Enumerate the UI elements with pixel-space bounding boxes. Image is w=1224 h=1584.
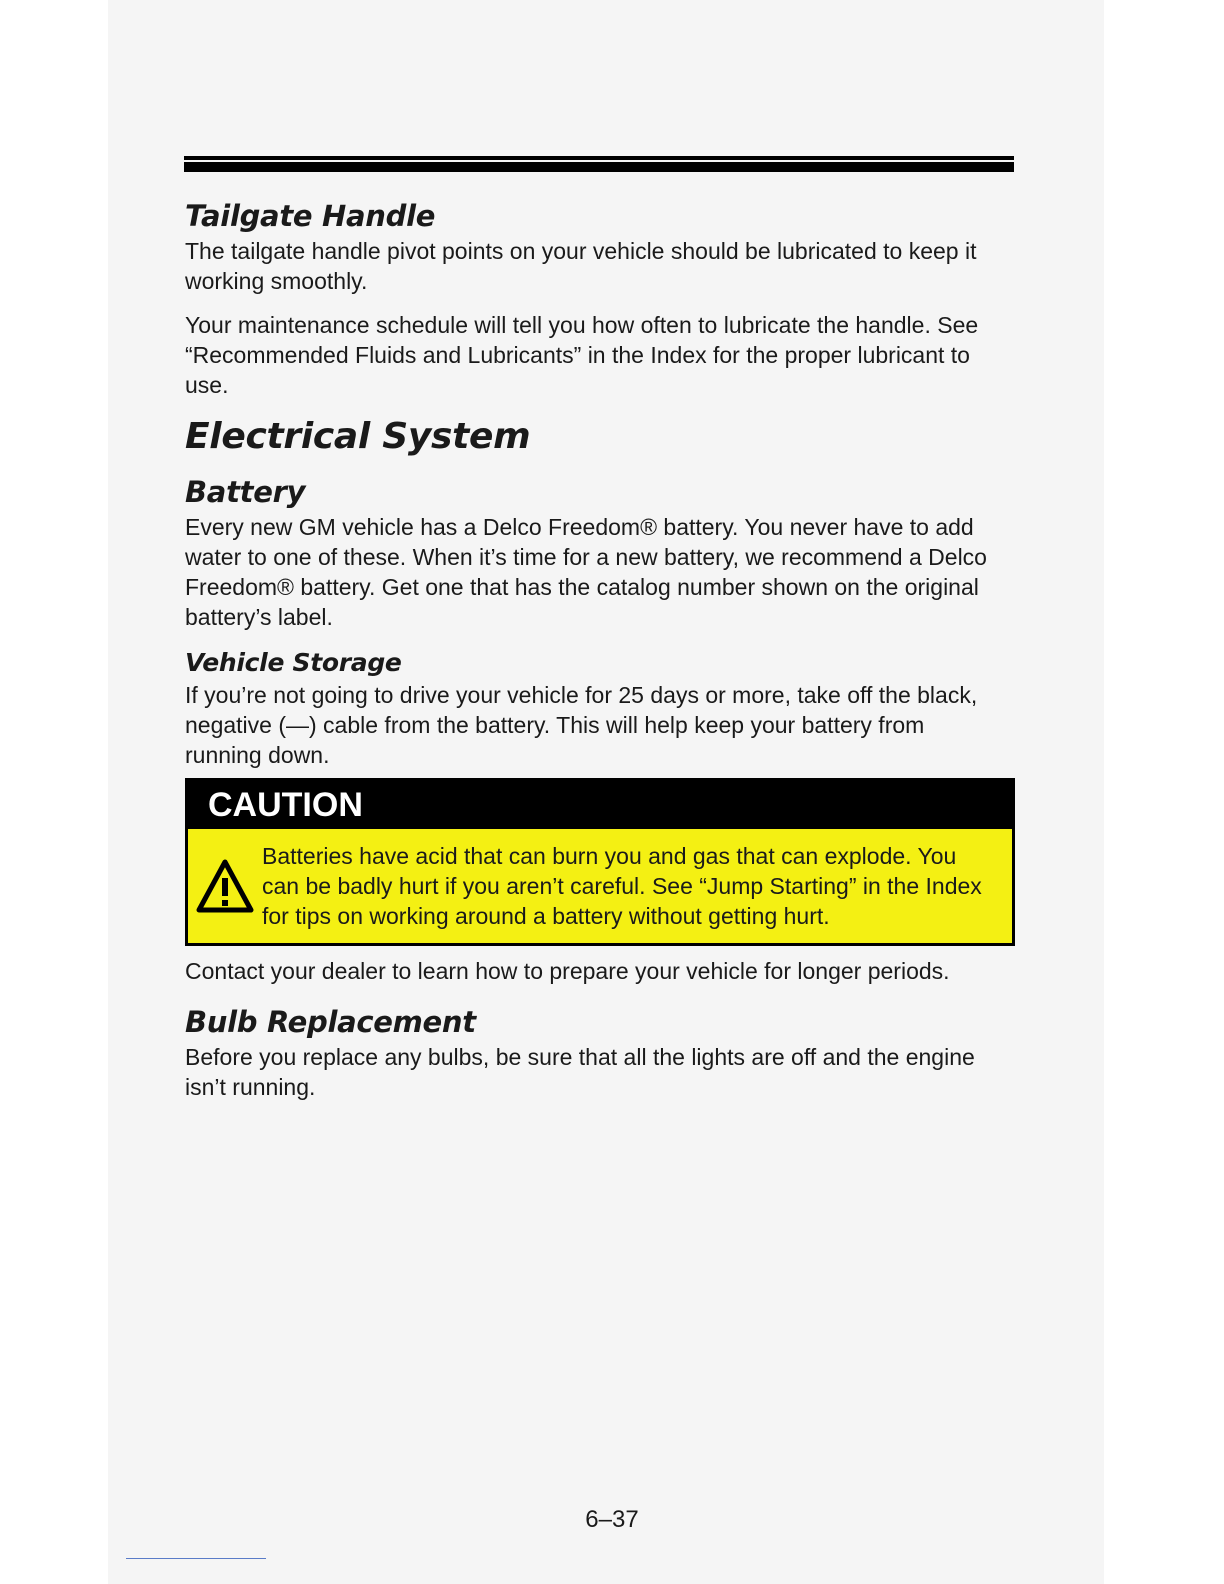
storage-paragraph-2: Contact your dealer to learn how to prepare your vehicle for longer periods.: [185, 958, 950, 984]
heading-bulb-replacement: Bulb Replacement: [185, 1005, 476, 1039]
footer-link-line: [126, 1558, 266, 1559]
heading-vehicle-storage: Vehicle Storage: [185, 648, 402, 677]
caution-body: [188, 829, 1012, 943]
page-content: [185, 196, 1015, 1116]
caution-box: [185, 778, 1015, 946]
caution-text: Batteries have acid that can burn you and gas that can explode. You can be badly hurt if you aren’t careful. See “Jump Starting” in the Index for tips on working around a battery without getting hurt.: [262, 843, 982, 929]
heading-battery: Battery: [185, 475, 306, 509]
page-number: 6–37: [585, 1506, 639, 1533]
bulb-paragraph: Before you replace any bulbs, be sure that all the lights are off and the engine isn’t running.: [185, 1044, 975, 1100]
battery-paragraph: Every new GM vehicle has a Delco Freedom® battery. You never have to add water to one of these. When it’s time for a new battery, we recommend a Delco Freedom® battery. Get one that has the catalog number shown on the original battery’s label.: [185, 514, 987, 630]
caution-label: CAUTION: [188, 781, 1012, 829]
header-rule: [184, 156, 1014, 172]
tailgate-paragraph-2: Your maintenance schedule will tell you how often to lubricate the handle. See “Recommended Fluids and Lubricants” in the Index for the proper lubricant to use.: [185, 312, 979, 398]
heading-tailgate-handle: Tailgate Handle: [185, 199, 436, 233]
tailgate-paragraph-1: The tailgate handle pivot points on your vehicle should be lubricated to keep it working smoothly.: [185, 238, 977, 294]
warning-triangle-icon: [196, 858, 254, 914]
storage-paragraph-1: If you’re not going to drive your vehicle for 25 days or more, take off the black, negative (—) cable from the battery. This will help keep your battery from running down.: [185, 682, 978, 768]
heading-electrical-system: Electrical System: [185, 416, 531, 457]
